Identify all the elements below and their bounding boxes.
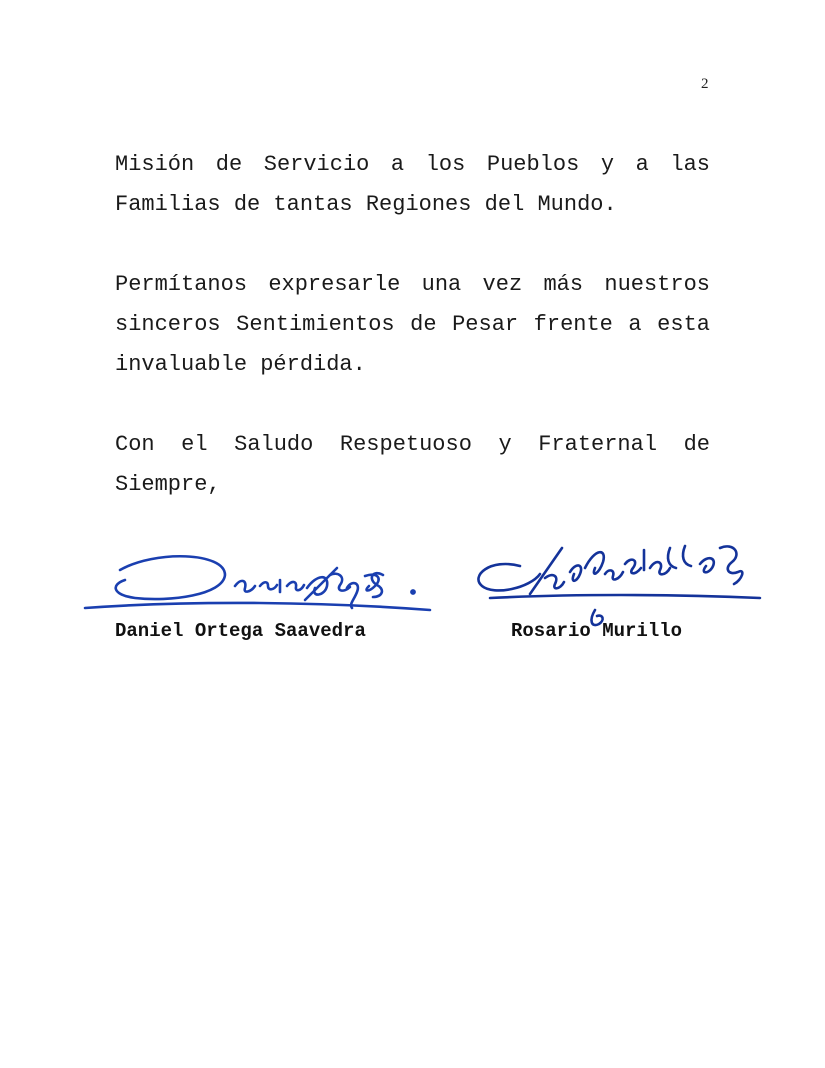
letter-paragraph-2: Permítanos expresarle una vez más nuestros sinceros Sentimientos de Pesar frente a esta invaluable pérdida. (115, 272, 710, 377)
letter-paragraph-1: Misión de Servicio a los Pueblos y a las Familias de tantas Regiones del Mundo. (115, 152, 710, 217)
signatory-name-ortega: Daniel Ortega Saavedra (115, 620, 366, 642)
signature-ortega (75, 540, 445, 620)
letter-paragraph-3: Con el Saludo Respetuoso y Fraternal de Siempre, (115, 432, 710, 497)
signatory-name-murillo: Rosario Murillo (511, 620, 683, 642)
page-number: 2 (701, 76, 709, 92)
